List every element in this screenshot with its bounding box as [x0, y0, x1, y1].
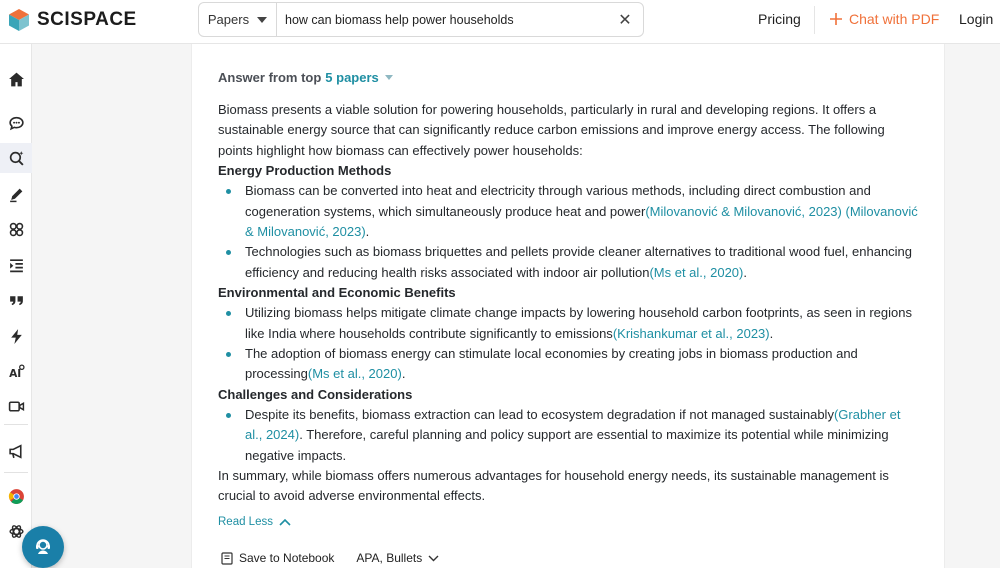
lightning-icon — [8, 328, 25, 345]
section-title: Energy Production Methods — [218, 162, 392, 178]
bullet-tail: . — [769, 325, 774, 341]
scispace-logo-icon — [9, 9, 29, 31]
bullet-text: The adoption of biomass energy can stimulate local economies by creating jobs in biomass production and processing — [245, 345, 858, 382]
clear-search-icon[interactable]: ✕ — [618, 11, 632, 29]
chat-with-pdf-link[interactable] — [829, 11, 939, 27]
citation-format-label: APA, Bullets — [356, 551, 423, 565]
list-item — [218, 303, 918, 344]
pricing-link[interactable]: Pricing — [758, 11, 801, 27]
sidebar-chrome-extension[interactable] — [0, 481, 32, 511]
brand-name: SCISPACE — [37, 9, 137, 30]
bullet-tail: . — [743, 264, 747, 280]
sidebar-write[interactable] — [0, 179, 32, 209]
extract-icon — [8, 221, 25, 238]
pen-icon — [8, 186, 25, 203]
list-item — [218, 405, 918, 466]
sidebar-home[interactable] — [0, 64, 32, 94]
answer-prefix: Answer from top — [218, 70, 322, 85]
answer-summary: In summary, while biomass offers numerous advantages for household energy needs, its sustainable management is crucial to avoid adverse environmental effects. — [218, 467, 889, 504]
caret-down-icon — [257, 17, 267, 23]
list-item — [218, 344, 918, 385]
list-indent-icon — [8, 257, 25, 274]
bullet-text: Technologies such as biomass briquettes and pellets provide cleaner alternatives to traditional wood fuel, enhancing efficiency and reducing health risks associated with indoor air pollution — [245, 244, 913, 280]
answer-card — [191, 44, 945, 568]
answer-intro: Biomass presents a viable solution for powering households, particularly in rural and developing regions. It offers a sustainable energy source that can significantly reduce carbon emissions and improve energy access. The following points highlight how biomass can effectively power households: — [218, 102, 885, 158]
sidebar-search[interactable] — [0, 143, 32, 173]
notebook-icon — [221, 552, 233, 565]
citation-link[interactable]: (Ms et al., 2020) — [649, 264, 744, 280]
save-to-notebook-label: Save to Notebook — [239, 551, 335, 565]
ai-text-icon — [8, 363, 25, 380]
read-less-label: Read Less — [218, 516, 273, 528]
sidebar-divider — [4, 472, 28, 473]
support-agent-icon — [33, 537, 53, 557]
bullet-list — [218, 405, 918, 466]
search-input[interactable] — [277, 13, 607, 27]
chevron-down-icon — [428, 555, 439, 562]
sidebar-outline[interactable] — [0, 250, 32, 280]
left-sidebar — [0, 44, 32, 568]
quote-icon — [8, 292, 25, 309]
brand-logo[interactable] — [9, 9, 137, 31]
bullet-list — [218, 303, 918, 384]
sidebar-quick[interactable] — [0, 321, 32, 351]
citation-link[interactable]: (Milovanović & Milovanović, 2023) — [245, 203, 918, 239]
nav-divider — [814, 6, 815, 34]
plus-icon — [829, 12, 843, 26]
citation-format-dropdown[interactable] — [356, 551, 439, 565]
bullet-text: Despite its benefits, biomass extraction can lead to ecosystem degradation if not managed sustainably — [245, 407, 834, 423]
bullet-tail: . — [401, 366, 406, 382]
search-sparkle-icon — [8, 150, 25, 167]
list-item — [218, 242, 918, 283]
sidebar-citations[interactable] — [0, 285, 32, 315]
chevron-up-icon — [279, 518, 291, 526]
bullet-tail: . Therefore, careful planning and policy support are essential to maximize its potential while minimizing negative impacts. — [245, 427, 889, 463]
save-to-notebook-button[interactable] — [221, 551, 334, 565]
citation-link[interactable]: (Milovanović & Milovanović, 2023) — [645, 203, 842, 219]
papers-dropdown[interactable]: 5 papers — [325, 70, 379, 85]
sidebar-announcements[interactable] — [0, 436, 32, 466]
sidebar-video[interactable] — [0, 391, 32, 421]
section-title: Environmental and Economic Benefits — [218, 284, 456, 300]
home-icon — [8, 71, 25, 88]
search-bar — [198, 2, 644, 37]
read-less-button[interactable] — [218, 516, 291, 528]
svg-text:AI: AI — [8, 366, 21, 380]
sidebar-ai-detector[interactable] — [0, 356, 32, 386]
sidebar-chat[interactable] — [0, 108, 32, 138]
sidebar-extract[interactable] — [0, 214, 32, 244]
caret-down-icon[interactable] — [385, 75, 393, 80]
bullet-list — [218, 181, 918, 282]
list-item — [218, 181, 918, 242]
sidebar-divider — [4, 424, 28, 425]
chrome-icon — [8, 488, 25, 505]
video-icon — [8, 398, 25, 415]
openai-icon — [8, 523, 25, 540]
section-title: Challenges and Considerations — [218, 386, 413, 402]
bullet-text: Utilizing biomass helps mitigate climate change impacts by lowering household carbon footprints, as seen in regions like India where households contribute significantly to emissions — [245, 305, 912, 341]
bullet-text: Biomass can be converted into heat and electricity through various methods, including direct combustion and cogeneration systems, which simultaneously produce heat and power — [245, 183, 871, 219]
citation-link[interactable]: (Ms et al., 2020) — [307, 366, 402, 382]
search-scope-dropdown[interactable] — [199, 3, 277, 36]
login-link[interactable]: Login — [959, 11, 994, 27]
chat-with-pdf-label: Chat with PDF — [849, 11, 940, 27]
answer-header — [218, 70, 393, 85]
answer-body — [218, 100, 918, 507]
megaphone-icon — [8, 443, 25, 460]
search-scope-label: Papers — [207, 12, 250, 27]
bullet-tail: . — [365, 223, 370, 239]
answer-actions — [221, 551, 439, 565]
citation-link[interactable]: (Krishankumar et al., 2023) — [612, 325, 770, 341]
citation-link[interactable]: (Grabher et al., 2024) — [245, 407, 901, 443]
top-navbar — [0, 0, 1000, 44]
support-chat-button[interactable] — [22, 526, 64, 568]
chat-bubble-icon — [8, 115, 25, 132]
